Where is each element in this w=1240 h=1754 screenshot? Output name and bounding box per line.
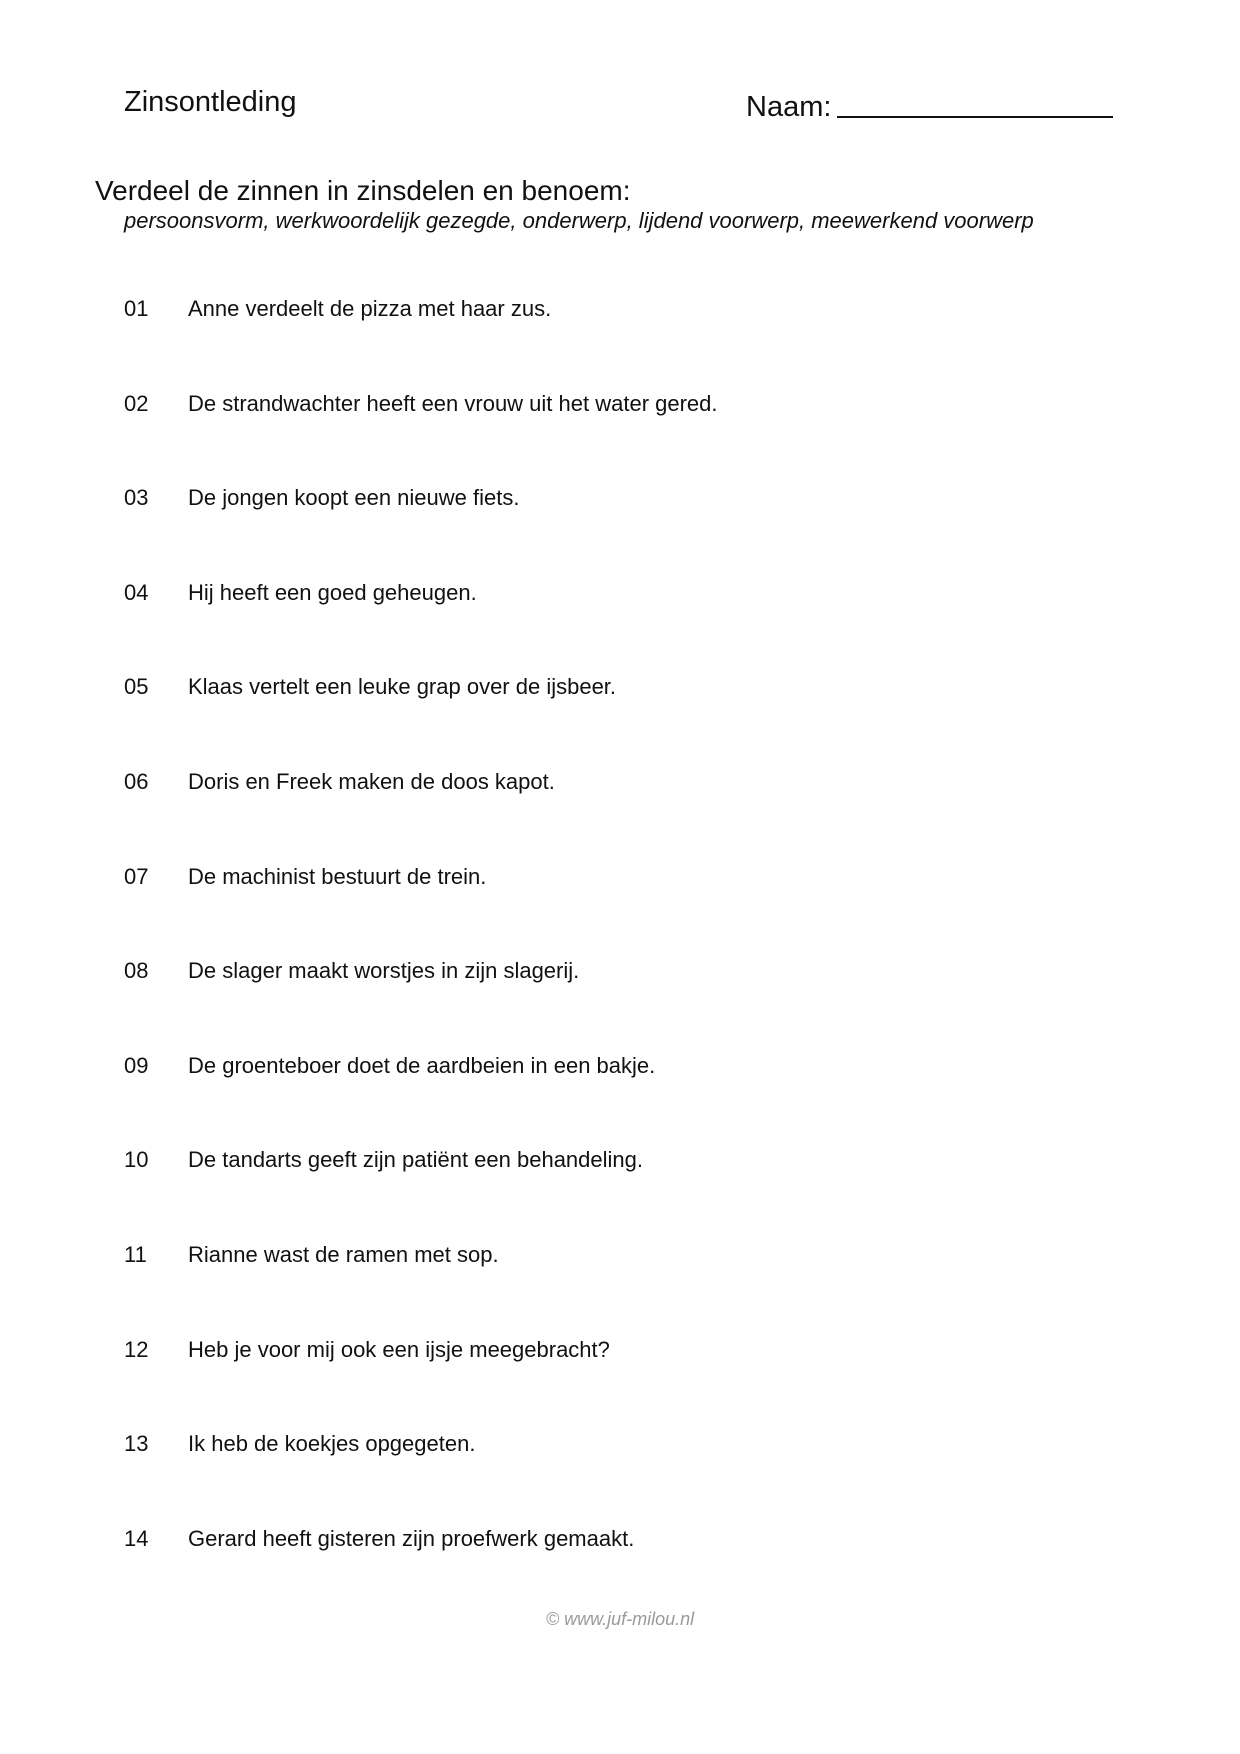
sentence-item — [124, 673, 718, 768]
sentence-text: De groenteboer doet de aardbeien in een bakje. — [188, 1052, 656, 1078]
sentence-number: 01 — [124, 296, 149, 321]
sentence-item — [124, 579, 718, 674]
copyright-footer: © www.juf-milou.nl — [545, 1609, 695, 1629]
sentence-item — [124, 1525, 718, 1620]
name-blank-line[interactable] — [837, 86, 1113, 118]
sentence-item — [124, 1336, 718, 1431]
sentence-text: De slager maakt worstjes in zijn slagerij. — [188, 958, 580, 984]
sentence-number: 14 — [124, 1525, 149, 1551]
sentence-text: Anne verdeelt de pizza met haar zus. — [188, 296, 552, 321]
sentence-number: 03 — [124, 485, 149, 511]
sentence-text: De machinist bestuurt de trein. — [188, 863, 487, 889]
sentence-text: Ik heb de koekjes opgegeten. — [188, 1431, 476, 1457]
sentence-text: Gerard heeft gisteren zijn proefwerk gemaakt. — [188, 1525, 635, 1551]
sentence-item — [124, 1430, 718, 1525]
sentence-text: De strandwachter heeft een vrouw uit het water gered. — [188, 390, 718, 416]
sentence-item — [124, 390, 718, 485]
sentence-item — [124, 295, 718, 390]
sentence-item — [124, 1241, 718, 1336]
sentence-item — [124, 1052, 718, 1147]
sentence-number: 12 — [124, 1336, 149, 1362]
sentence-text: Hij heeft een goed geheugen. — [188, 579, 477, 605]
sentence-text: Rianne wast de ramen met sop. — [188, 1241, 499, 1267]
sentence-list — [124, 295, 718, 1619]
page-title: Zinsontleding — [124, 86, 297, 118]
name-field — [746, 84, 1113, 125]
sentence-text: De jongen koopt een nieuwe fiets. — [188, 485, 520, 511]
sentence-item — [124, 863, 718, 958]
sentence-text: Klaas vertelt een leuke grap over de ijsbeer. — [188, 674, 617, 700]
instruction-terms: persoonsvorm, werkwoordelijk gezegde, onderwerp, lijdend voorwerp, meewerkend voorwerp — [124, 208, 1034, 233]
sentence-number: 07 — [124, 863, 149, 889]
sentence-text: Heb je voor mij ook een ijsje meegebracht? — [188, 1336, 610, 1362]
sentence-number: 11 — [124, 1241, 147, 1267]
instruction-heading: Verdeel de zinnen in zinsdelen en benoem: — [95, 175, 631, 206]
sentence-item — [124, 768, 718, 863]
sentence-item — [124, 484, 718, 579]
sentence-number: 10 — [124, 1147, 149, 1173]
sentence-number: 06 — [124, 768, 149, 794]
sentence-number: 09 — [124, 1052, 149, 1078]
sentence-text: Doris en Freek maken de doos kapot. — [188, 768, 555, 794]
sentence-number: 02 — [124, 390, 149, 416]
sentence-number: 05 — [124, 674, 149, 700]
sentence-number: 13 — [124, 1431, 149, 1457]
sentence-item — [124, 1146, 718, 1241]
sentence-number: 08 — [124, 958, 149, 984]
name-label: Naam: — [746, 91, 832, 123]
sentence-text: De tandarts geeft zijn patiënt een behandeling. — [188, 1147, 643, 1173]
sentence-item — [124, 957, 718, 1052]
sentence-number: 04 — [124, 579, 149, 605]
